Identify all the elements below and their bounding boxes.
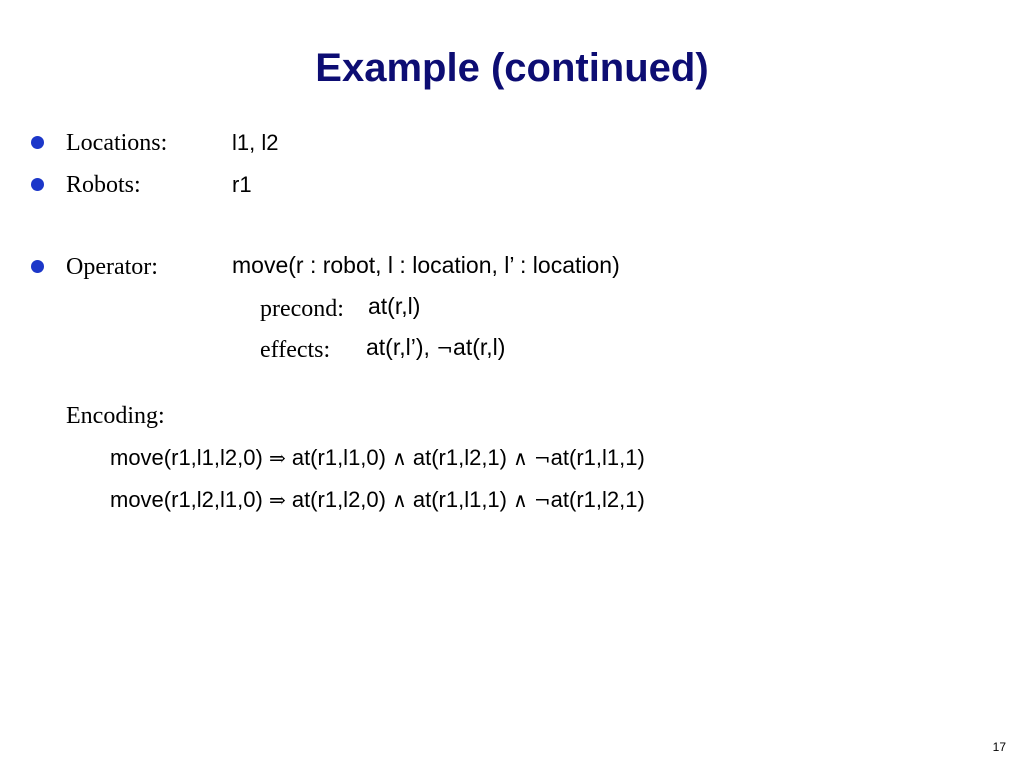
implies-symbol: ⇒ <box>268 488 286 512</box>
not-symbol: ¬ <box>436 336 454 360</box>
bullet-dot <box>31 178 44 191</box>
and-symbol: ∧ <box>392 446 407 470</box>
encoding-1-c: at(r1,l2,1) <box>406 445 514 470</box>
effects-value <box>366 334 505 362</box>
bullet-dot <box>31 136 44 149</box>
not-symbol: ¬ <box>533 488 551 512</box>
and-symbol: ∧ <box>392 488 407 512</box>
robots-label: Robots: <box>66 172 141 198</box>
and-symbol: ∧ <box>513 446 528 470</box>
encoding-1-e: at(r1,l1,1) <box>550 445 645 470</box>
and-symbol: ∧ <box>513 488 528 512</box>
precond-label: precond: <box>260 296 344 322</box>
encoding-1-b: at(r1,l1,0) <box>285 445 393 470</box>
encoding-line-1 <box>110 445 645 471</box>
encoding-2-b: at(r1,l2,0) <box>285 487 393 512</box>
effects-part-a: at(r,l’), <box>366 334 437 360</box>
encoding-1-a: move(r1,l1,l2,0) <box>110 445 269 470</box>
encoding-2-e: at(r1,l2,1) <box>550 487 645 512</box>
slide-title: Example (continued) <box>315 46 709 90</box>
implies-symbol: ⇒ <box>268 446 286 470</box>
operator-signature: move(r : robot, l : location, l’ : location) <box>232 252 620 278</box>
robots-value: r1 <box>232 172 252 197</box>
locations-value: l1, l2 <box>232 130 279 155</box>
operator-label: Operator: <box>66 254 158 280</box>
encoding-2-c: at(r1,l1,1) <box>406 487 514 512</box>
bullet-dot <box>31 260 44 273</box>
encoding-line-2 <box>110 487 645 513</box>
encoding-label: Encoding: <box>66 403 165 429</box>
effects-part-b: at(r,l) <box>453 334 506 360</box>
encoding-2-a: move(r1,l2,l1,0) <box>110 487 269 512</box>
page-number: 17 <box>992 740 1006 754</box>
not-symbol: ¬ <box>533 446 551 470</box>
precond-value: at(r,l) <box>368 293 421 319</box>
locations-label: Locations: <box>66 130 168 156</box>
effects-label: effects: <box>260 337 331 363</box>
